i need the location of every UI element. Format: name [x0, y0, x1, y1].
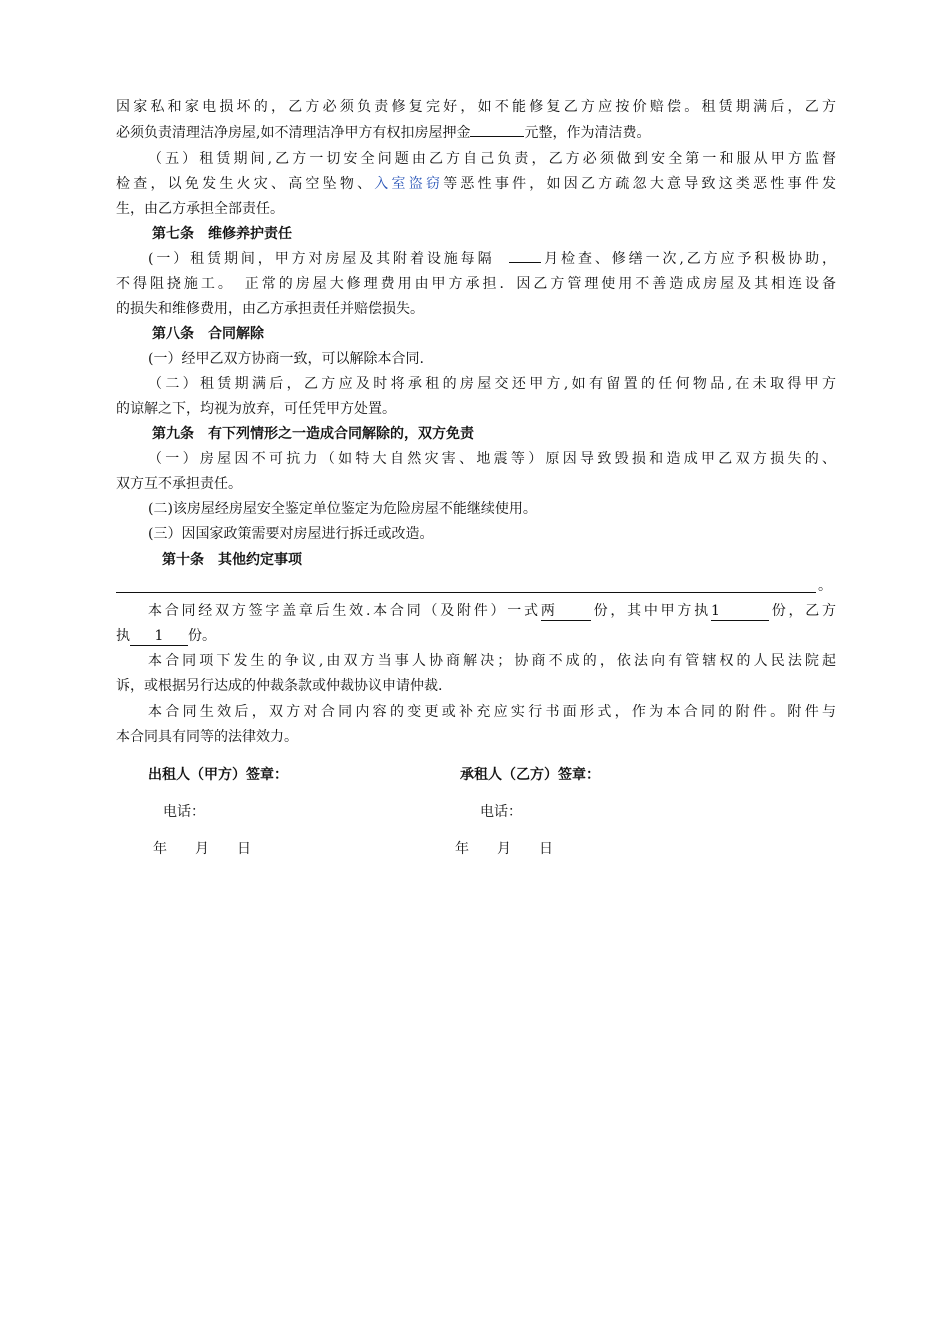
- text: 本合同具有同等的法律效力。: [116, 729, 298, 745]
- text: 检查，以免发生火灾、高空坠物、: [116, 176, 375, 192]
- text: （一）房屋因不可抗力（如特大自然灾害、地震等）原因导致毁损和造成甲乙双方损失的、: [148, 451, 836, 467]
- burglary-link[interactable]: 入室盗窃: [374, 176, 444, 192]
- deposit-blank: [470, 136, 524, 137]
- text: 份。: [188, 628, 216, 644]
- lessor-date: [153, 838, 251, 860]
- text: 的损失和维修费用，由乙方承担责任并赔偿损失。: [116, 301, 424, 317]
- article-9-line: [148, 448, 836, 470]
- other-terms-period: [818, 575, 832, 597]
- text: 本合同项下发生的争议,由双方当事人协商解决；协商不成的，依法向有管辖权的人民法院起: [148, 653, 836, 669]
- lessee-date: [455, 838, 553, 860]
- text: 生，由乙方承担全部责任。: [116, 201, 284, 217]
- heading-text: 第九条 有下列情形之一造成合同解除的，双方免责: [152, 426, 474, 442]
- text: 执: [116, 628, 130, 644]
- clause-5-line: [116, 198, 836, 220]
- lessor-signature-label: [148, 764, 288, 786]
- text: (一）经甲乙双方协商一致，可以解除本合同.: [148, 351, 424, 367]
- article-9-heading: [152, 423, 872, 445]
- text: 。: [818, 578, 832, 594]
- article-7-line: [116, 298, 836, 320]
- other-terms-blank-line: [116, 592, 816, 593]
- article-9-line: [148, 498, 868, 520]
- text: （二）租赁期满后，乙方应及时将承租的房屋交还甲方,如有留置的任何物品,在未取得甲方: [148, 376, 836, 392]
- text: 本合同生效后，双方对合同内容的变更或补充应实行书面形式，作为本合同的附件。附件与: [148, 704, 836, 720]
- interval-blank: [509, 262, 541, 263]
- article-10-heading: [162, 549, 882, 571]
- paragraph-line: [116, 122, 836, 144]
- lessee-copies-value: 1: [130, 628, 188, 646]
- article-8-line: [148, 373, 836, 395]
- text: 因家私和家电损坏的，乙方必须负责修复完好，如不能修复乙方应按价赔偿。租赁期满后，乙方: [116, 99, 836, 115]
- text: 份，其中甲方执: [590, 603, 711, 619]
- article-8-heading: [152, 323, 872, 345]
- lessee-phone-label: [480, 801, 522, 823]
- text: (一）租赁期间，甲方对房屋及其附着设施每隔: [148, 251, 495, 267]
- amendment-line: [116, 726, 836, 748]
- lessor-copies-value: 1: [711, 603, 769, 621]
- text: 年 月 日: [153, 841, 251, 857]
- text: 份，乙方: [768, 603, 836, 619]
- lessor-phone-label: [163, 801, 205, 823]
- text: 诉，或根据另行达成的仲裁条款或仲裁协议申请仲裁.: [116, 678, 443, 694]
- text: 电话：: [163, 804, 205, 820]
- lessee-signature-label: [460, 764, 600, 786]
- text: (二)该房屋经房屋安全鉴定单位鉴定为危险房屋不能继续使用。: [148, 501, 537, 517]
- article-7-heading: [152, 223, 872, 245]
- article-7-line: [148, 248, 836, 270]
- heading-text: 第七条 维修养护责任: [152, 226, 292, 242]
- total-copies-value: 两: [541, 603, 591, 621]
- text: 承租人（乙方）签章：: [460, 767, 600, 783]
- text: 必须负责清理洁净房屋,如不清理洁净甲方有权扣房屋押金: [116, 125, 471, 141]
- heading-text: 第十条 其他约定事项: [162, 552, 302, 568]
- text: 本合同经双方签字盖章后生效.本合同（及附件）一式: [148, 603, 541, 619]
- text: 出租人（甲方）签章：: [148, 767, 288, 783]
- copies-line: [148, 600, 836, 622]
- heading-text: 第八条 合同解除: [152, 326, 264, 342]
- clause-5-line: [148, 148, 836, 170]
- dispute-line: [148, 650, 836, 672]
- article-9-line: [148, 523, 868, 545]
- text: 双方互不承担责任。: [116, 476, 242, 492]
- amendment-line: [148, 701, 836, 723]
- article-8-line: [116, 398, 836, 420]
- text: 元整，作为清洁费。: [524, 125, 651, 141]
- dispute-line: [116, 675, 836, 697]
- text: 电话：: [480, 804, 522, 820]
- text: 的谅解之下，均视为放弃，可任凭甲方处置。: [116, 401, 396, 417]
- paragraph-line: [116, 96, 836, 118]
- article-7-line: [116, 273, 836, 295]
- clause-5-line: [116, 173, 836, 195]
- text: （五）租赁期间,乙方一切安全问题由乙方自己负责，乙方必须做到安全第一和服从甲方监督: [148, 151, 836, 167]
- article-8-line: [148, 348, 868, 370]
- text: 不得阻挠施工。 正常的房屋大修理费用由甲方承担．因乙方管理使用不善造成房屋及其相连设备: [116, 276, 836, 292]
- copies-line: [116, 625, 836, 647]
- text: 年 月 日: [455, 841, 553, 857]
- article-9-line: [116, 473, 836, 495]
- text: (三）因国家政策需要对房屋进行拆迁或改造。: [148, 526, 434, 542]
- text: 等恶性事件，如因乙方疏忽大意导致这类恶性事件发: [443, 176, 836, 192]
- text: 月检查、修缮一次,乙方应予积极协助，: [541, 251, 836, 267]
